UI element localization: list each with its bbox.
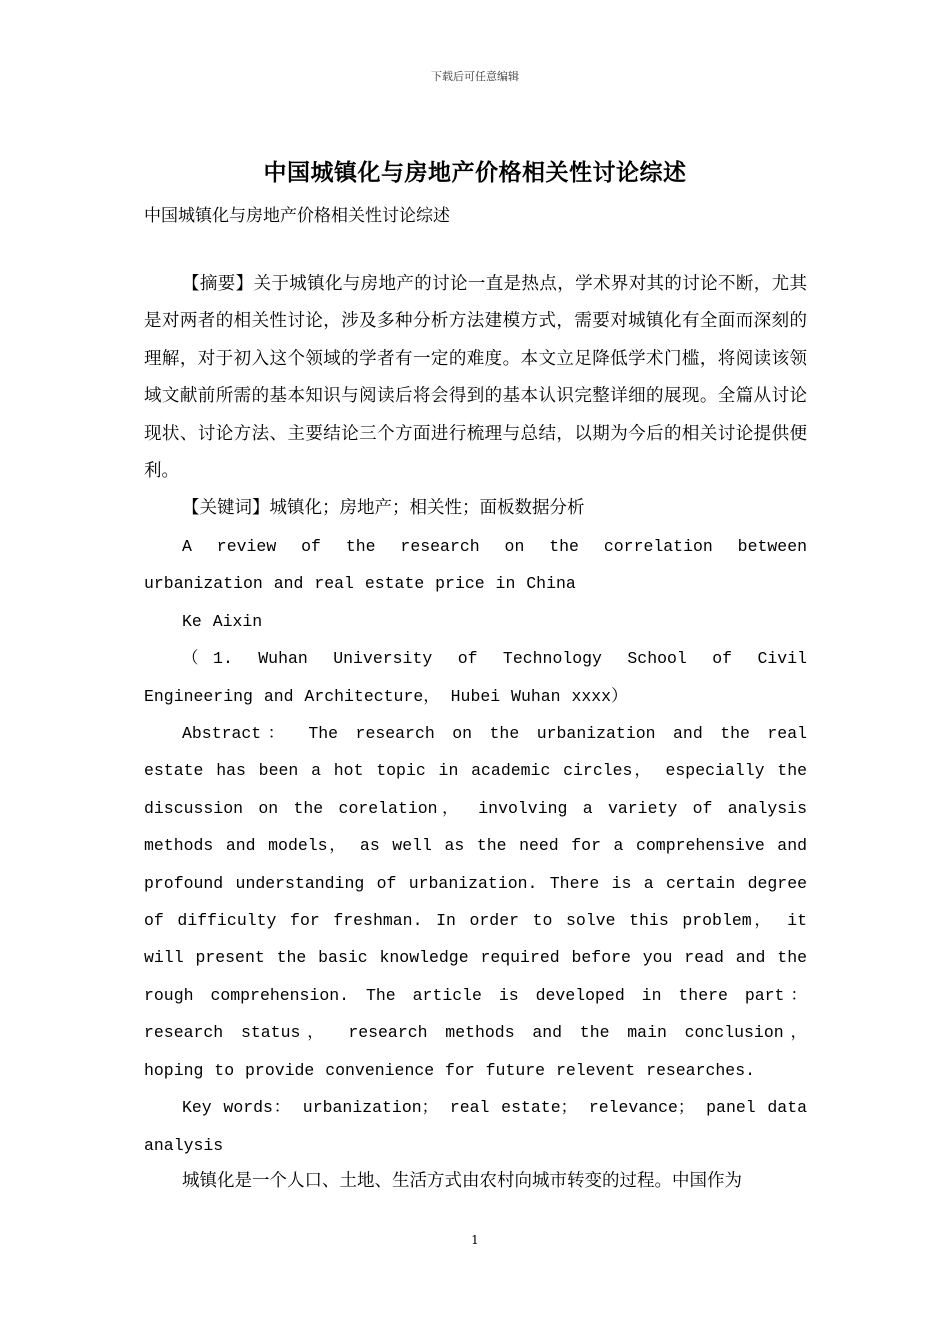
english-abstract-section	[144, 528, 807, 1164]
header-note: 下载后可任意编辑	[431, 70, 519, 83]
author-affiliation: （1. Wuhan University of Technology School of Civil Engineering and Architecture， Hubei Wuhan xxxx）	[144, 649, 807, 706]
document-subtitle: 中国城镇化与房地产价格相关性讨论综述	[144, 206, 450, 226]
document-title: 中国城镇化与房地产价格相关性讨论综述	[263, 160, 687, 186]
abstract-en: Abstract： The research on the urbanization and the real estate has been a hot topic in academic circles， especially the discussion on the corelation， involving a variety of analysis methods and models， as well as the need for a comprehensive and profound understanding of urbanization. There is a certain degree of difficulty for freshman. In order to solve this problem， it will present the basic knowledge required before you read and the rough comprehension. The article is developed in there part： research status， research methods and the main conclusion， hoping to provide convenience for future relevent researches.	[144, 724, 807, 1080]
english-title: A review of the research on the correlation between urbanization and real estate price in China	[144, 537, 807, 594]
page-number: 1	[471, 1233, 479, 1247]
intro-section	[144, 1163, 807, 1200]
keywords-en: Key words： urbanization； real estate； relevance； panel data analysis	[144, 1098, 807, 1155]
chinese-abstract-section	[144, 266, 807, 528]
author-name: Ke Aixin	[182, 611, 263, 631]
keywords-cn: 【关键词】城镇化；房地产；相关性；面板数据分析	[182, 498, 585, 519]
abstract-cn: 【摘要】关于城镇化与房地产的讨论一直是热点，学术界对其的讨论不断，尤其是对两者的相关性讨论，涉及多种分析方法建模方式，需要对城镇化有全面而深刻的理解，对于初入这个领域的学者有一定的难度。本文立足降低学术门槛，将阅读该领域文献前所需的基本知识与阅读后将会得到的基本认识完整详细的展现。全篇从讨论现状、讨论方法、主要结论三个方面进行梳理与总结，以期为今后的相关讨论提供便利。	[144, 274, 807, 482]
intro-paragraph: 城镇化是一个人口、土地、生活方式由农村向城市转变的过程。中国作为	[182, 1171, 742, 1191]
